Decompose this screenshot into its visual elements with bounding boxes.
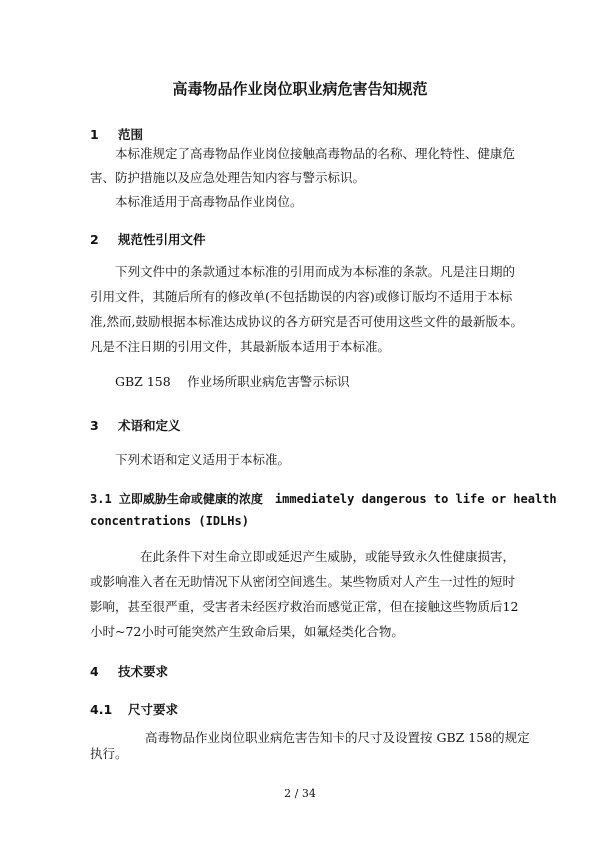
subsection-3-1-heading: 3.1 立即威胁生命或健康的浓度 immediately dangerous to life or health — [90, 492, 557, 506]
section-number: 4.1 — [90, 702, 113, 717]
section-number: 4 — [90, 664, 99, 679]
paragraph-line: 影响，甚至很严重，受害者未经医疗救治而感觉正常，但在接触这些物质后12 — [90, 599, 519, 614]
paragraph-line: 本标准规定了高毒物品作业岗位接触高毒物品的名称、理化特性、健康危 — [115, 146, 516, 161]
paragraph-line: 执行。 — [90, 746, 128, 761]
paragraph-line: 害、防护措施以及应急处理告知内容与警示标识。 — [90, 170, 366, 185]
paragraph-line: 下列术语和定义适用于本标准。 — [115, 452, 291, 467]
section-2-heading — [90, 230, 206, 248]
section-3-heading — [90, 416, 181, 434]
section-number: 3 — [90, 418, 99, 433]
paragraph-line: 或影响准入者在无助情况下从密闭空间逃生。某些物质对人产生一过性的短时 — [90, 574, 516, 589]
paragraph-line: 在此条件下对生命立即或延迟产生威胁，或能导致永久性健康损害， — [140, 549, 516, 564]
document-title: 高毒物品作业岗位职业病危害告知规范 — [172, 80, 428, 98]
section-title: 范围 — [118, 127, 144, 142]
paragraph-line: 凡是不注日期的引用文件，其最新版本适用于本标准。 — [90, 339, 391, 354]
section-1-heading — [90, 125, 143, 143]
section-number: 1 — [90, 127, 99, 142]
section-title: 尺寸要求 — [128, 702, 179, 717]
page-number: 2 / 34 — [284, 787, 316, 800]
paragraph-line: 引用文件，其随后所有的修改单(不包括勘误的内容)或修订版均不适用于本标 — [90, 289, 513, 304]
normative-reference: GBZ 158 作业场所职业病危害警示标识 — [115, 374, 350, 389]
section-number: 2 — [90, 232, 99, 247]
section-4-heading — [90, 662, 168, 680]
paragraph-line: 小时~72小时可能突然产生致命后果，如氟烃类化合物。 — [90, 624, 404, 639]
paragraph-line: 准,然而,鼓励根据本标准达成协议的各方研究是否可使用这些文件的最新版本。 — [90, 314, 523, 329]
paragraph-line: 下列文件中的条款通过本标准的引用而成为本标准的条款。凡是注日期的 — [115, 264, 516, 279]
section-title: 规范性引用文件 — [118, 232, 206, 247]
section-title: 技术要求 — [118, 664, 169, 679]
section-title: 术语和定义 — [118, 418, 181, 433]
subsection-3-1-heading-cont: concentrations (IDLHs) — [90, 514, 249, 528]
paragraph-line: 高毒物品作业岗位职业病危害告知卡的尺寸及设置按 GBZ 158的规定 — [145, 730, 530, 745]
paragraph-line: 本标准适用于高毒物品作业岗位。 — [115, 194, 303, 209]
subsection-4-1-heading — [90, 700, 178, 718]
